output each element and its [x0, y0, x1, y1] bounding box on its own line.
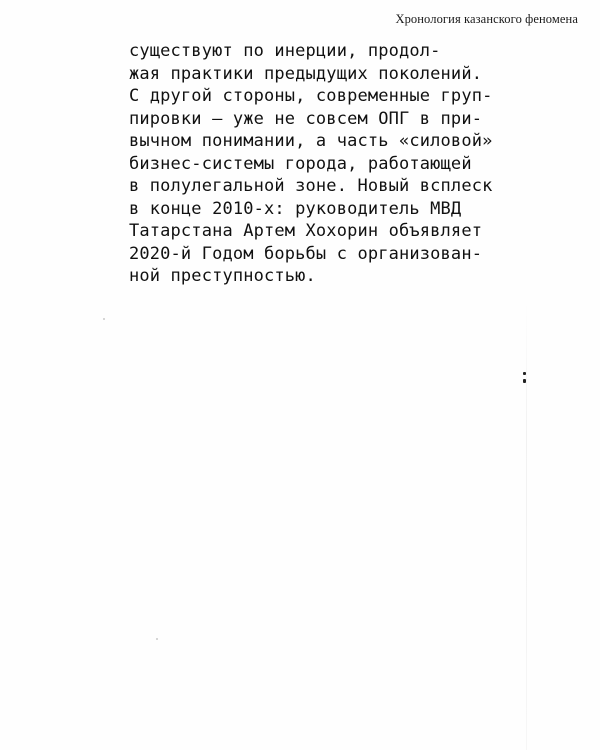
scan-speck — [156, 638, 158, 640]
text-line: пировки — уже не совсем ОПГ в при- — [129, 108, 483, 129]
text-line: С другой стороны, современные груп- — [129, 86, 493, 106]
text-line: 2020-й Годом борьбы с организован- — [129, 243, 483, 264]
text-line: вычном понимании, а часть «силовой» — [129, 131, 493, 151]
text-line: существуют по инерции, продол- — [129, 41, 441, 61]
page-gutter-shadow — [526, 300, 527, 750]
running-header: Хронология казанского феномена — [395, 12, 578, 26]
scan-speck — [103, 318, 105, 320]
text-line: Татарстана Артем Хохорин объявляет — [129, 221, 483, 241]
text-line: в конце 2010-х: руководитель МВД — [129, 198, 462, 219]
text-line: в полулегальной зоне. Новый всплеск — [129, 176, 493, 196]
scan-artifact-mark — [523, 370, 526, 384]
body-paragraph — [129, 40, 492, 288]
text-line: бизнес-системы города, работающей — [129, 153, 472, 174]
text-line: ной преступностью. — [129, 266, 316, 286]
text-line: жая практики предыдущих поколений. — [129, 63, 483, 84]
